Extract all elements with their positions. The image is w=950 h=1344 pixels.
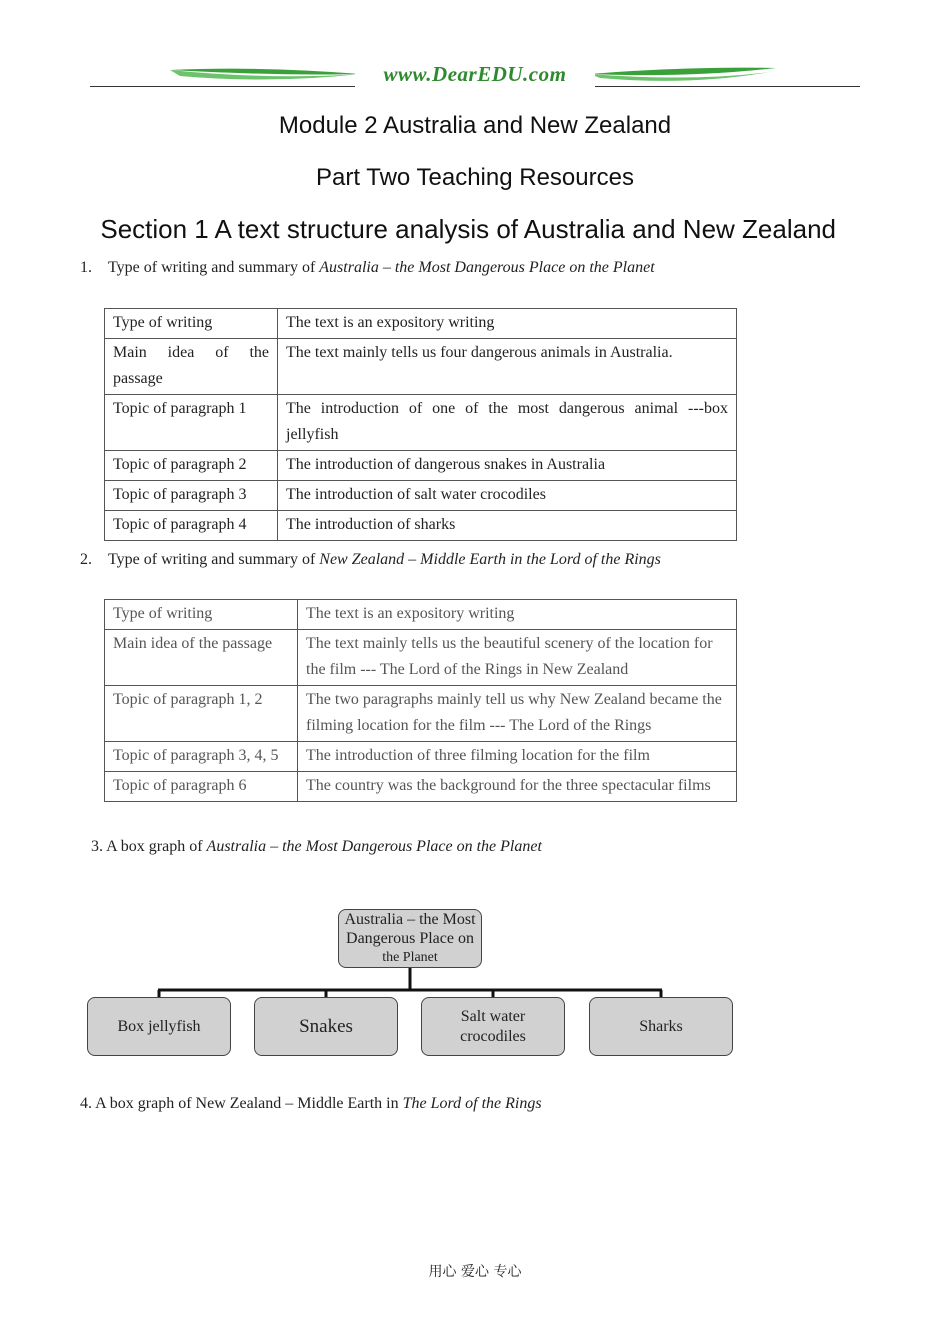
table-cell: The introduction of salt water crocodiles [278, 481, 737, 511]
item3-heading: 3. A box graph of Australia – the Most Dangerous Place on the Planet [91, 838, 542, 855]
table-cell: The text is an expository writing [298, 600, 737, 630]
table-cell: Topic of paragraph 6 [105, 772, 298, 802]
item2-heading: 2. Type of writing and summary of New Zealand – Middle Earth in the Lord of the Rings [80, 551, 661, 568]
table-cell: The text mainly tells us the beautiful scenery of the location for the film --- The Lord of the Rings in New Zealand [298, 630, 737, 686]
item1-heading: 1. Type of writing and summary of Australia – the Most Dangerous Place on the Planet [80, 259, 655, 276]
table-cell: The introduction of three filming location for the film [298, 742, 737, 772]
table-cell: Topic of paragraph 4 [105, 511, 278, 541]
module-title: Module 2 Australia and New Zealand [278, 112, 672, 139]
graph-root-box: Australia – the Most Dangerous Place on the Planet [338, 909, 482, 968]
table-cell: Main idea of the passage [105, 339, 278, 395]
table-cell: The text is an expository writing [278, 309, 737, 339]
table-cell: Topic of paragraph 1, 2 [105, 686, 298, 742]
table-cell: Topic of paragraph 3 [105, 481, 278, 511]
table-cell: Topic of paragraph 3, 4, 5 [105, 742, 298, 772]
part-title: Part Two Teaching Resources [316, 164, 634, 191]
table-cell: The country was the background for the three spectacular films [298, 772, 737, 802]
table-cell: The introduction of dangerous snakes in Australia [278, 451, 737, 481]
graph-box-jellyfish: Box jellyfish [87, 997, 231, 1056]
table-cell: The introduction of sharks [278, 511, 737, 541]
table-cell: Topic of paragraph 2 [105, 451, 278, 481]
item4-heading: 4. A box graph of New Zealand – Middle Earth in The Lord of the Rings [80, 1095, 542, 1112]
graph-box-snakes: Snakes [254, 997, 398, 1056]
graph-box-crocodiles: Salt water crocodiles [421, 997, 565, 1056]
table-cell: Main idea of the passage [105, 630, 298, 686]
site-logo-text: www.DearEDU.com [355, 62, 595, 90]
table-cell: The text mainly tells us four dangerous animals in Australia. [278, 339, 737, 395]
graph-box-sharks: Sharks [589, 997, 733, 1056]
section-title: Section 1 A text structure analysis of Australia and New Zealand [100, 214, 836, 244]
table-cell: The introduction of one of the most dangerous animal ---box jellyfish [278, 395, 737, 451]
table-cell: Topic of paragraph 1 [105, 395, 278, 451]
table-cell: The two paragraphs mainly tell us why New Zealand became the filming location for the film --- The Lord of the Rings [298, 686, 737, 742]
table-cell: Type of writing [105, 600, 298, 630]
page-footer: 用心 爱心 专心 [428, 1264, 522, 1280]
table-cell: Type of writing [105, 309, 278, 339]
